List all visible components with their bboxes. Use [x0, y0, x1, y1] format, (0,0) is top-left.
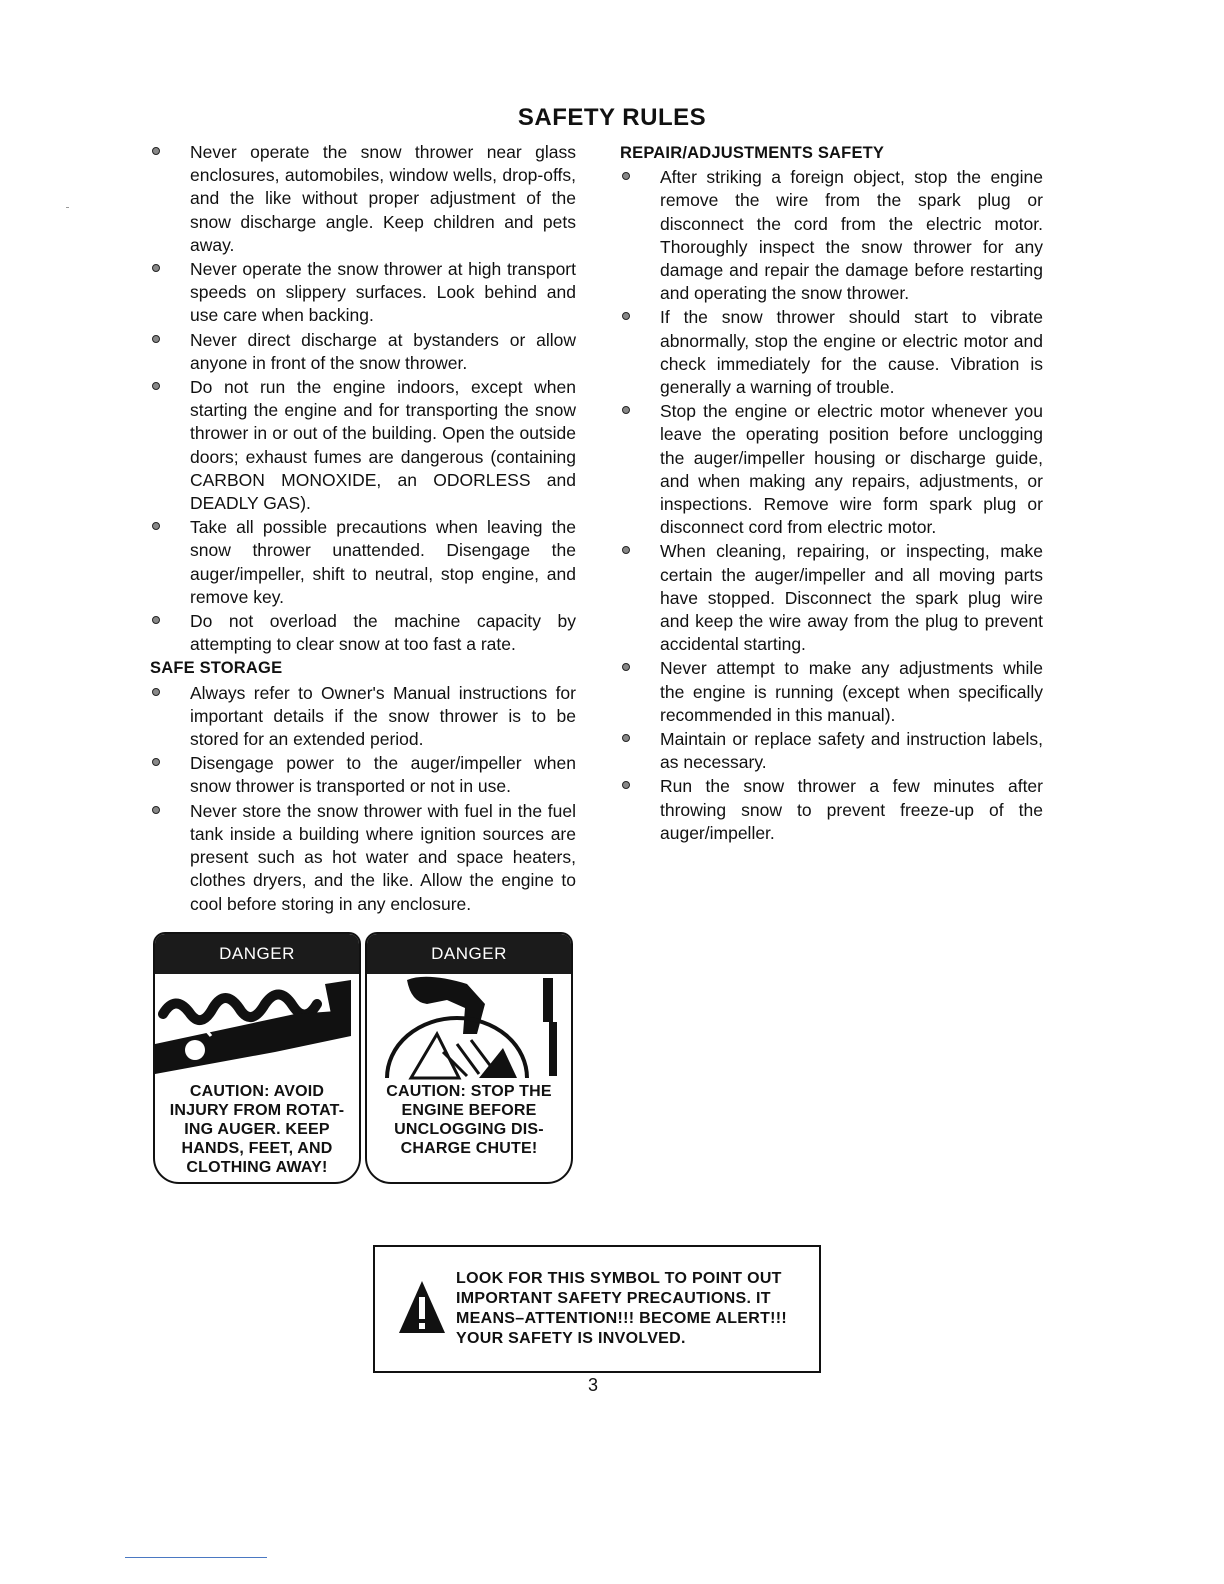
warning-triangle-icon [397, 1279, 447, 1335]
bullet-icon [152, 522, 160, 530]
caution-text: CAUTION: AVOID INJURY FROM ROTAT- ING AUGER. KEEP HANDS, FEET, AND CLOTHING AWAY! [169, 1083, 345, 1176]
page-number: 3 [587, 1375, 598, 1395]
hand-in-chute-icon [367, 974, 571, 1080]
list-item: Never direct discharge at bystanders or allow anyone in front of the snow thrower. [148, 329, 576, 375]
list-item: When cleaning, repairing, or inspecting, make certain the auger/impeller and all moving parts have stopped. Disconnect the spark plug wire and keep the wire away from the plug to prevent accidental starting. [618, 540, 1043, 656]
bullet-icon [622, 172, 630, 180]
danger-header: DANGER [367, 934, 571, 974]
danger-label-auger [153, 932, 361, 1184]
bullet-icon [152, 335, 160, 343]
list-item: Run the snow thrower a few minutes after throwing snow to prevent freeze-up of the auger/impeller. [618, 775, 1043, 845]
bullet-icon [152, 616, 160, 624]
label-illustration [155, 974, 359, 1080]
page-title: SAFETY RULES [517, 104, 707, 131]
caution-text: CAUTION: STOP THE ENGINE BEFORE UNCLOGGING DIS- CHARGE CHUTE! [386, 1083, 552, 1157]
scan-mark [66, 207, 69, 208]
list-item: Never operate the snow thrower near glass enclosures, automobiles, window wells, drop-offs, and the like without proper adjustment of the snow discharge angle. Keep children and pets away. [148, 141, 576, 257]
safe-storage-heading: SAFE STORAGE [150, 659, 283, 678]
list-item: Never attempt to make any adjustments while the engine is running (except when specifically recommended in this manual). [618, 657, 1043, 727]
bullet-icon [152, 382, 160, 390]
list-item: Disengage power to the auger/impeller when snow thrower is transported or not in use. [148, 752, 576, 798]
bullet-icon [622, 546, 630, 554]
list-item: If the snow thrower should start to vibrate abnormally, stop the engine or electric motor and check immediately for the cause. Vibration is generally a warning of trouble. [618, 306, 1043, 399]
safety-symbol-notice [373, 1245, 821, 1373]
bullet-icon [622, 406, 630, 414]
rotating-auger-icon [155, 974, 359, 1080]
notice-text: LOOK FOR THIS SYMBOL TO POINT OUT IMPORTANT SAFETY PRECAUTIONS. IT MEANS–ATTENTION!!! BECOME ALERT!!! YOUR SAFETY IS INVOLVED. [456, 1270, 788, 1347]
bullet-icon [152, 147, 160, 155]
bullet-icon [622, 781, 630, 789]
bullet-icon [622, 663, 630, 671]
repair-safety-heading: REPAIR/ADJUSTMENTS SAFETY [620, 144, 885, 162]
list-item: Never store the snow thrower with fuel in the fuel tank inside a building where ignition sources are present such as hot water and space heaters, clothes dryers, and the like. Allow the engine to cool before storing in any enclosure. [148, 800, 576, 916]
list-item: Always refer to Owner's Manual instructions for important details if the snow thrower is to be stored for an extended period. [148, 682, 576, 752]
footer-rule [125, 1557, 267, 1558]
danger-labels [153, 932, 573, 1184]
list-item: Do not run the engine indoors, except when starting the engine and for transporting the snow thrower in or out of the building. Open the outside doors; exhaust fumes are dangerous (containing CARBON MONOXIDE, an ODORLESS and DEADLY GAS). [148, 376, 576, 515]
danger-header: DANGER [155, 934, 359, 974]
bullet-icon [152, 688, 160, 696]
left-column [148, 141, 576, 917]
list-item: Do not overload the machine capacity by attempting to clear snow at too fast a rate. [148, 610, 576, 656]
danger-label-chute [365, 932, 573, 1184]
list-item: Take all possible precautions when leaving the snow thrower unattended. Disengage the auger/impeller, shift to neutral, stop engine, and remove key. [148, 516, 576, 609]
list-item: Never operate the snow thrower at high transport speeds on slippery surfaces. Look behind and use care when backing. [148, 258, 576, 328]
bullet-icon [152, 264, 160, 272]
right-column [618, 141, 1043, 846]
bullet-icon [622, 734, 630, 742]
bullet-icon [622, 312, 630, 320]
list-item: Maintain or replace safety and instruction labels, as necessary. [618, 728, 1043, 774]
list-item: After striking a foreign object, stop the engine remove the wire from the spark plug or disconnect the cord from the electric motor. Thoroughly inspect the snow thrower for any damage and repair the damage before restarting and operating the snow thrower. [618, 166, 1043, 305]
bullet-icon [152, 806, 160, 814]
list-item: Stop the engine or electric motor whenever you leave the operating position before unclogging the auger/impeller housing or discharge guide, and when making any repairs, adjustments, or inspections. Remove wire form spark plug or disconnect cord from electric motor. [618, 400, 1043, 539]
bullet-icon [152, 758, 160, 766]
label-illustration [367, 974, 571, 1080]
